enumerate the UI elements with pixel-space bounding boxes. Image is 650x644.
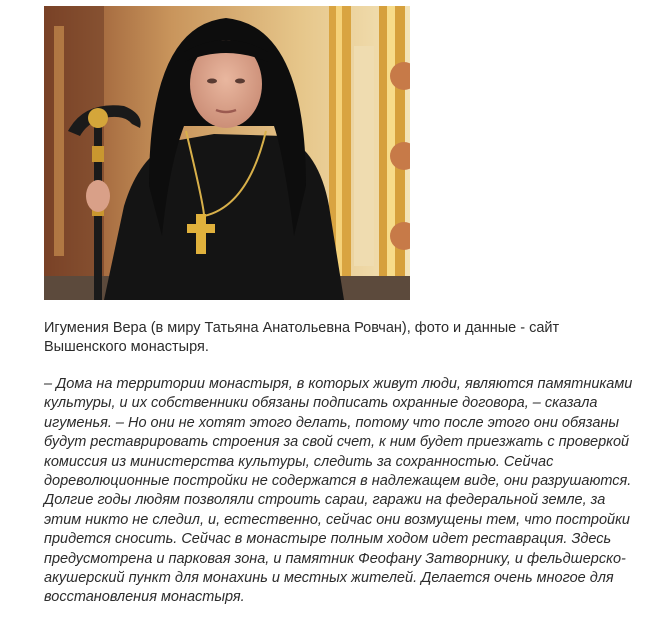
abbess-photo xyxy=(44,6,410,300)
abbess-photo-illustration xyxy=(44,6,410,300)
quote-paragraph: – Дома на территории монастыря, в которых живут люди, являются памятниками культуры, и их собственники обязаны подписать охранные договора, – сказала игуменья. – Но они не хотят этого делать, потому что после этого они обязаны будут реставрировать строения за свой счет, к ним будет приезжать с проверкой комиссия из министерства культуры, следить за сохранностью. Сейчас дореволюционные постройки не содержатся в надлежащем виде, они разрушаются. Долгие годы людям позволяли строить сараи, гаражи на федеральной земле, за этим никто не следил, и, естественно, сейчас они возмущены тем, что постройки придется сносить. Сейчас в монастыре полным ходом идет реставрация. Здесь предусмотрена и парковая зона, и памятник Феофану Затворнику, и фельдшерско-акушерский пункт для монахинь и местных жителей. Делается очень многое для восстановления монастыря. xyxy=(44,376,633,606)
photo-caption: Игумения Вера (в миру Татьяна Анатольевна Ровчан), фото и данные - сайт Вышенского монастыря. xyxy=(44,320,560,355)
